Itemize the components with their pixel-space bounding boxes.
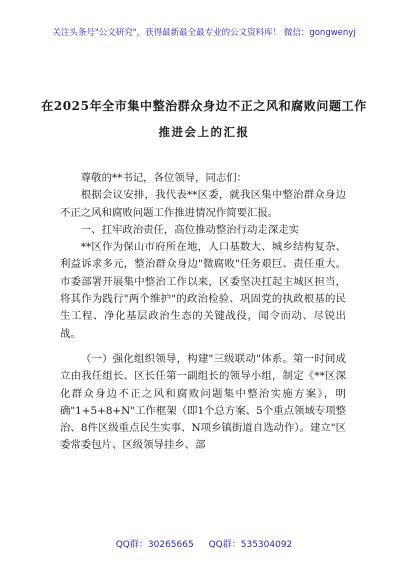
header-promo-note: 关注头条号"公文研究"，获得最新最全最专业的公文资料库！ 微信：gongwenyj bbox=[52, 28, 356, 38]
subsection-paragraph: （一）强化组织领导，构建"三级联动"体系。第一时间成立由我任组长、区长任第一副组长的领导小组，制定《**区深化群众身边不正之风和腐败问题集中整治实施方案》，明确"1+5+8+N"工作框架（即1个总方案、5个重点领域专项整治、8件区级重点民生实事、N项乡镇街道自选动作）。建立"区委常委包片、区级领导挂乡、部 bbox=[60, 352, 346, 452]
document-title-line-2: 推进会上的汇报 bbox=[158, 125, 250, 139]
document-title-line-1: 在2025年全市集中整治群众身边不正之风和腐败问题工作 bbox=[41, 99, 367, 113]
section-heading: 一、扛牢政治责任，高位推动整治行动走深走实 bbox=[80, 223, 299, 236]
body-paragraph: **区作为保山市府所在地，人口基数大、城乡结构复杂、利益诉求多元，整治群众身边"微腐败"任务艰巨、责任重大。市委部署开展集中整治工作以来，区委坚决扛起主城区担当，将其作为践行"两个维护"的政治检验、巩固党的执政根基的民生工程、净化基层政治生态的关键战役，闻令而动、尽锐出战。 bbox=[60, 241, 346, 340]
body-paragraph: 根据会议安排，我代表**区委，就我区集中整治群众身边不正之风和腐败问题工作推进情况作简要汇报。 bbox=[60, 189, 346, 219]
salutation: 尊敬的**书记，各位领导，同志们： bbox=[80, 172, 248, 184]
document-body bbox=[60, 170, 346, 455]
footer-qq-group-2: QQ群：535304092 bbox=[208, 540, 293, 550]
footer-qq-group-1: QQ群：30265665 bbox=[115, 540, 194, 550]
footer-contact bbox=[0, 537, 408, 550]
